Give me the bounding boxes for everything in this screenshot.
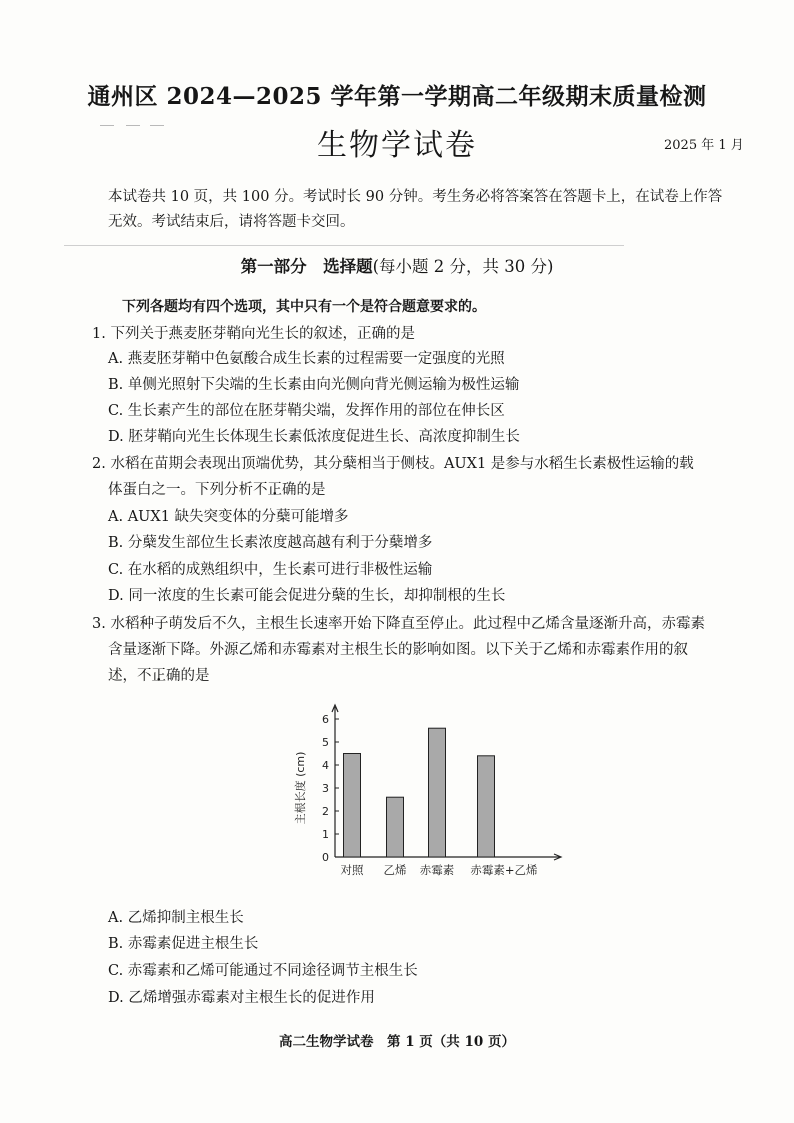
- exam-intro: 本试卷共 10 页，共 100 分。考试时长 90 分钟。考生务必将答案答在答题卡上，在试卷上作答无效。考试结束后，请将答题卡交回。: [108, 189, 723, 230]
- y-tick-label: 3: [322, 782, 329, 795]
- q3-option-c: C. 赤霉素和乙烯可能通过不同途径调节主根生长: [108, 963, 418, 979]
- q3-stem-line2: 含量逐渐下降。外源乙烯和赤霉素对主根生长的影响如图。以下关于乙烯和赤霉素作用的叙: [108, 642, 688, 658]
- x-category-label: 对照: [340, 863, 364, 877]
- chart-bars: [344, 728, 495, 857]
- q3-stem-pre: 述，: [108, 668, 137, 684]
- q2-option-d: D. 同一浓度的生长素可能会促进分蘖的生长，却抑制根的生长: [108, 588, 506, 604]
- q2-stem-line2: [108, 478, 326, 499]
- bar-2: [387, 797, 404, 857]
- x-category-label: 乙烯: [383, 863, 407, 877]
- section-heading: [0, 253, 794, 277]
- y-tick-label: 0: [322, 851, 329, 864]
- exam-date: 2025 年 1 月: [664, 138, 744, 153]
- page-footer: 高二生物学试卷 第 1 页（共 10 页）: [279, 1034, 515, 1050]
- q1-option-b: B. 单侧光照射下尖端的生长素由向光侧向背光侧运输为极性运输: [108, 377, 520, 393]
- q2-option-c: C. 在水稻的成熟组织中，生长素可进行非极性运输: [108, 562, 433, 578]
- q2-option-b: B. 分蘖发生部位生长素浓度越高越有利于分蘖增多: [108, 535, 433, 551]
- y-tick-label: 5: [322, 736, 329, 749]
- q1-option-a: A. 燕麦胚芽鞘中色氨酸合成生长素的过程需要一定强度的光照: [108, 351, 505, 367]
- exam-title: 通州区 2024—2025 学年第一学期高二年级期末质量检测: [87, 83, 707, 110]
- q3-stem-post: 的是: [180, 668, 210, 684]
- divider: [64, 245, 624, 246]
- q3-option-a: A. 乙烯抑制主根生长: [108, 910, 244, 926]
- q3-stem-line1: 3. 水稻种子萌发后不久，主根生长速率开始下降直至停止。此过程中乙烯含量逐渐升高，赤霉素: [92, 616, 705, 632]
- section-points: (每小题 2 分，共 30 分): [372, 257, 554, 276]
- y-tick-label: 2: [322, 805, 329, 818]
- x-category-label: 赤霉素+乙烯: [470, 863, 538, 877]
- q3-stem-line3: [108, 664, 210, 685]
- chart-axes: [332, 705, 561, 860]
- q1-option-c: C. 生长素产生的部位在胚芽鞘尖端，发挥作用的部位在伸长区: [108, 403, 505, 419]
- q3-option-d: D. 乙烯增强赤霉素对主根生长的促进作用: [108, 990, 375, 1006]
- q3-emphasis: 不正确: [137, 668, 181, 684]
- q2-stem-line1: 2. 水稻在苗期会表现出顶端优势，其分蘖相当于侧枝。AUX1 是参与水稻生长素极性运输的载: [92, 456, 694, 472]
- y-tick-label: 6: [322, 713, 329, 726]
- y-axis-label: 主根长度 (cm): [294, 751, 307, 825]
- x-category-label: 赤霉素: [419, 863, 455, 877]
- q2-option-a: A. AUX1 缺失突变体的分蘖可能增多: [108, 509, 349, 525]
- bar-4: [478, 756, 495, 857]
- y-tick-label: 1: [322, 828, 329, 841]
- instructions: 下列各题均有四个选项，其中只有一个是符合题意要求的。: [122, 299, 486, 315]
- q2-stem-post: 的是: [296, 482, 326, 498]
- q2-stem-pre: 体蛋白之一。下列分析: [108, 482, 253, 498]
- chart-labels: [293, 713, 538, 877]
- root-length-bar-chart: [290, 700, 580, 890]
- q3-option-b: B. 赤霉素促进主根生长: [108, 936, 259, 952]
- exam-subtitle: 生物学试卷: [317, 128, 477, 163]
- y-tick-label: 4: [322, 759, 329, 772]
- q1-stem: 1. 下列关于燕麦胚芽鞘向光生长的叙述，正确的是: [92, 326, 415, 342]
- section-title: 第一部分 选择题: [240, 257, 373, 276]
- q1-option-d: D. 胚芽鞘向光生长体现生长素低浓度促进生长、高浓度抑制生长: [108, 429, 520, 445]
- q2-emphasis: 不正确: [253, 482, 297, 498]
- bar-1: [344, 754, 361, 858]
- bar-3: [429, 728, 446, 857]
